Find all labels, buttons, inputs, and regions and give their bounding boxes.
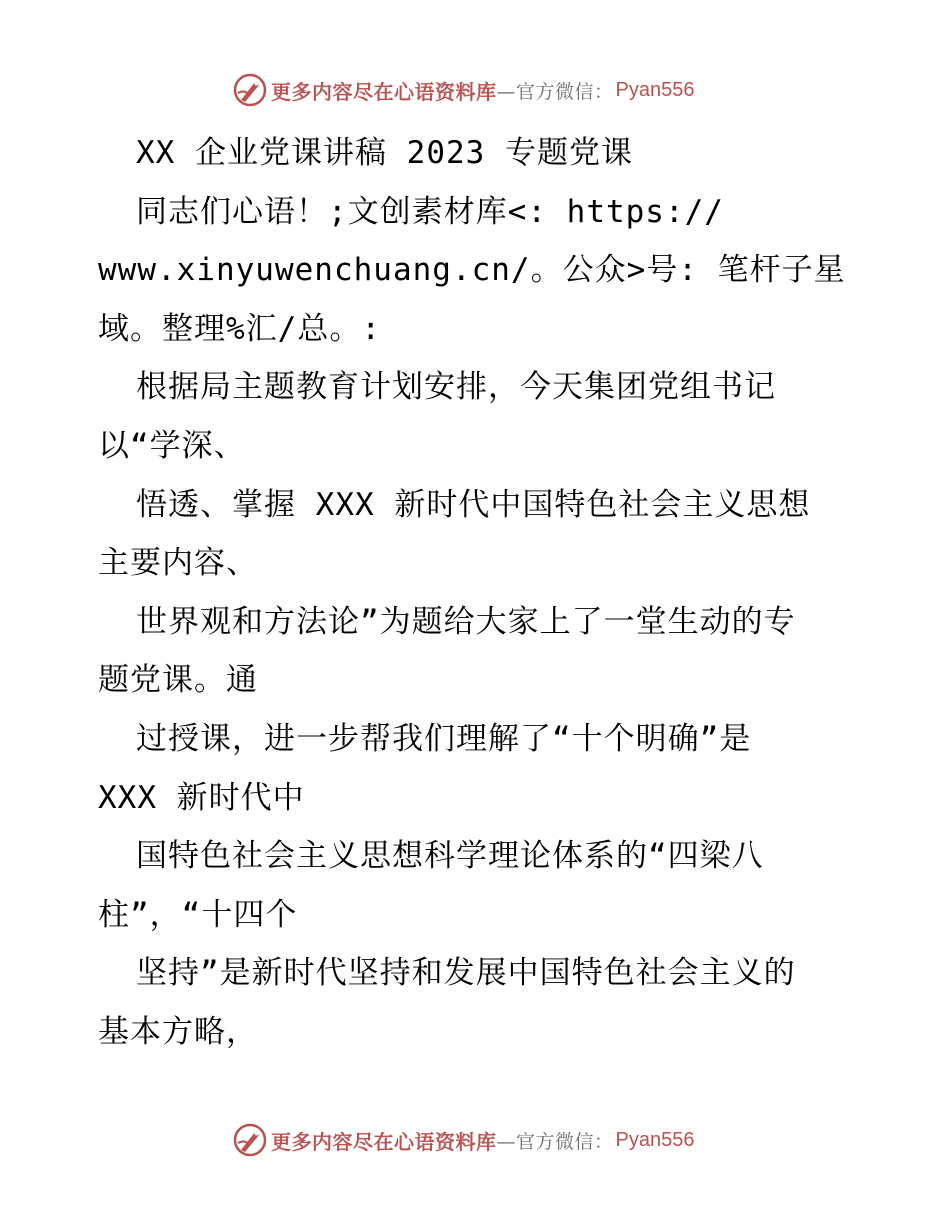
- document-title: XX 企业党课讲稿 2023 专题党课: [136, 135, 633, 171]
- footer-banner: [233, 1122, 694, 1158]
- header-banner: [233, 72, 694, 108]
- text-line: 以“学深、: [98, 427, 246, 464]
- banner-sub-text: —官方微信：: [496, 80, 614, 103]
- text-line: www.xinyuwenchuang.cn/。公众>号: 笔杆子星: [98, 252, 846, 289]
- text-line: 悟透、掌握 XXX 新时代中国特色社会主义思想: [136, 486, 811, 523]
- banner-wechat-id: Pyan556: [615, 1128, 695, 1151]
- text-line: 根据局主题教育计划安排，今天集团党组书记: [136, 369, 776, 406]
- pen-nib-logo-icon: [233, 73, 267, 107]
- banner-main-text: 更多内容尽在心语资料库: [271, 1129, 497, 1154]
- text-line: 坚持”是新时代坚持和发展中国特色社会主义的: [136, 955, 796, 992]
- pen-nib-logo-icon: [233, 1123, 267, 1157]
- text-line: 基本方略，: [98, 1013, 258, 1050]
- banner-wechat-id: Pyan556: [615, 78, 695, 101]
- text-line: 域。整理%汇/总。:: [98, 310, 381, 347]
- text-line: 国特色社会主义思想科学理论体系的“四梁八: [136, 838, 764, 875]
- document-body: [98, 124, 918, 1062]
- text-line: 题党课。通: [98, 662, 258, 699]
- text-line: 世界观和方法论”为题给大家上了一堂生动的专: [136, 603, 796, 640]
- text-line: 柱”，“十四个: [98, 896, 298, 933]
- text-line: 同志们心语！;文创素材库<: https://: [136, 193, 724, 230]
- text-line: 过授课，进一步帮我们理解了“十个明确”是: [136, 720, 752, 757]
- text-line: XXX 新时代中: [98, 779, 305, 816]
- banner-main-text: 更多内容尽在心语资料库: [271, 79, 497, 104]
- banner-sub-text: —官方微信：: [496, 1130, 614, 1153]
- text-line: 主要内容、: [98, 545, 258, 582]
